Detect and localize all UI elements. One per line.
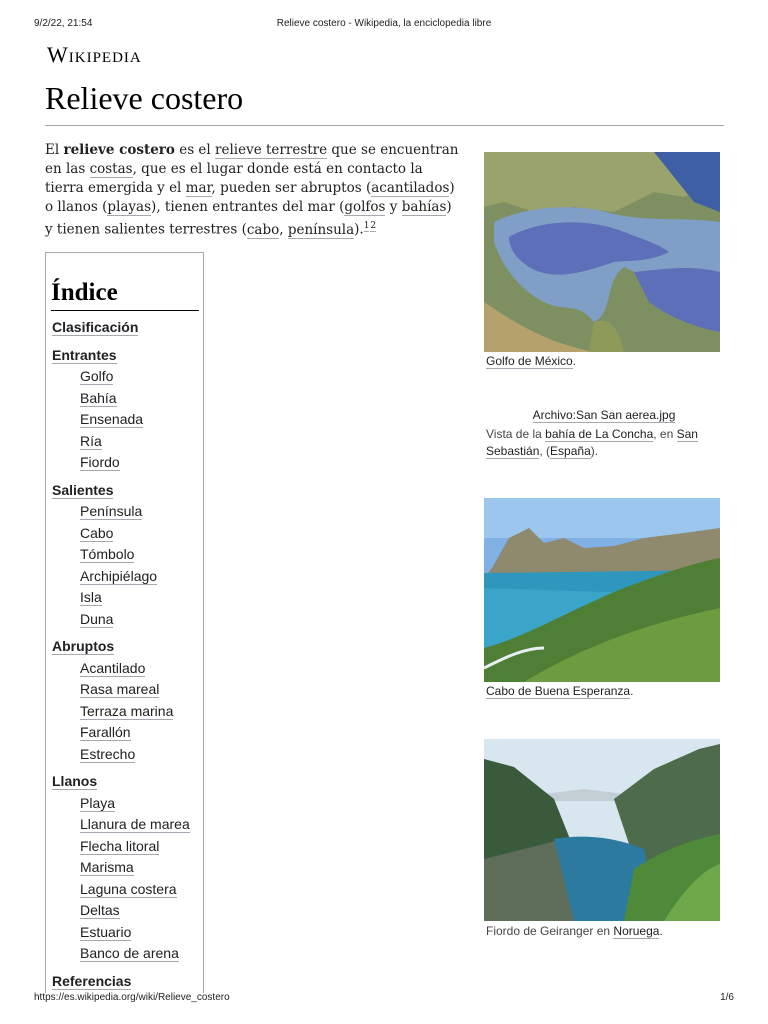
toc-link[interactable]: Isla <box>80 589 102 605</box>
print-date: 9/2/22, 21:54 <box>34 18 93 29</box>
link-archivo-san-san[interactable]: Archivo:San San aerea.jpg <box>532 408 676 422</box>
toc-subsection <box>52 922 190 944</box>
link-bahia-la-concha[interactable]: bahía de La Concha <box>545 427 654 441</box>
toc-link[interactable]: Cabo <box>80 524 114 541</box>
toc-link[interactable]: Ensenada <box>80 411 144 427</box>
reference-1[interactable]: 1 <box>363 221 370 231</box>
toc-list <box>52 317 190 992</box>
toc-link[interactable]: Flecha litoral <box>80 837 160 854</box>
toc-subsection <box>52 836 190 858</box>
link-peninsula[interactable]: península <box>287 221 355 238</box>
intro-paragraph: El relieve costero es el relieve terrestre que se encuentran en las costas, que es el lugar donde está en contacto la tierra emergida y el mar, pueden ser abruptos (acantilados) o llanos (playas), tienen entrantes del mar (golfos y bahías) y tienen salientes terrestres (cabo, península).$^{1 2}$ <box>45 142 459 238</box>
link-cabo[interactable]: cabo <box>246 221 280 238</box>
cape-of-good-hope-photo[interactable] <box>484 498 720 682</box>
toc-link[interactable]: Península <box>80 503 143 519</box>
toc-link[interactable]: Archipiélago <box>80 567 158 584</box>
toc-link[interactable]: Estrecho <box>80 745 136 762</box>
cape-caption: Cabo de Buena Esperanza. <box>486 684 634 698</box>
toc-section <box>52 480 190 502</box>
toc-link[interactable]: Abruptos <box>52 638 115 654</box>
toc-link[interactable]: Marisma <box>80 859 134 875</box>
link-costas[interactable]: costas <box>89 161 133 177</box>
toc-subsection <box>52 431 190 453</box>
link-relieve-terrestre[interactable]: relieve terrestre <box>215 142 328 158</box>
toc-subsection <box>52 793 190 815</box>
toc-link[interactable]: Ría <box>80 432 102 449</box>
article-subject: relieve costero <box>63 142 175 158</box>
toc-link[interactable]: Banco de arena <box>80 945 179 961</box>
toc-subsection <box>52 722 190 744</box>
toc-section <box>52 971 190 993</box>
link-cabo-buena-esperanza[interactable]: Cabo de Buena Esperanza <box>486 684 631 698</box>
toc-link[interactable]: Tómbolo <box>80 546 135 562</box>
link-playas[interactable]: playas <box>107 199 152 215</box>
wikipedia-logo[interactable]: Wikipedia <box>47 42 142 67</box>
link-golfos[interactable]: golfos <box>344 199 386 215</box>
print-page-number: 1/6 <box>720 992 734 1003</box>
toc-subsection <box>52 452 190 474</box>
toc-title: Índice <box>51 279 118 306</box>
toc-link[interactable]: Duna <box>80 610 114 627</box>
toc-link[interactable]: Llanos <box>52 773 98 789</box>
toc-subsection <box>52 679 190 701</box>
toc-subsection <box>52 409 190 431</box>
toc-subsection <box>52 701 190 723</box>
toc-link[interactable]: Acantilado <box>80 659 146 676</box>
toc-subsection <box>52 366 190 388</box>
toc-link[interactable]: Laguna costera <box>80 880 177 897</box>
toc-link[interactable]: Fiordo <box>80 454 120 470</box>
toc-subsection <box>52 658 190 680</box>
toc-subsection <box>52 943 190 965</box>
toc-link[interactable]: Entrantes <box>52 346 117 363</box>
link-espana[interactable]: España <box>550 444 591 458</box>
toc-link[interactable]: Rasa mareal <box>80 681 160 697</box>
geiranger-caption: Fiordo de Geiranger en Noruega. <box>486 924 663 938</box>
toc-subsection <box>52 388 190 410</box>
toc-divider <box>51 310 199 311</box>
toc-link[interactable]: Bahía <box>80 389 117 406</box>
toc-subsection <box>52 544 190 566</box>
toc-link[interactable]: Estuario <box>80 923 132 940</box>
title-divider <box>45 125 724 126</box>
toc-link[interactable]: Deltas <box>80 902 120 918</box>
toc-subsection <box>52 857 190 879</box>
link-golfo-de-mexico[interactable]: Golfo de México <box>486 354 573 368</box>
la-concha-caption: Vista de la bahía de La Concha, en San Sebastián, (España). <box>486 427 698 458</box>
link-mar[interactable]: mar <box>185 180 212 196</box>
toc-link[interactable]: Playa <box>80 794 116 811</box>
toc-subsection <box>52 523 190 545</box>
toc-link[interactable]: Clasificación <box>52 319 139 335</box>
toc-subsection <box>52 501 190 523</box>
toc-link[interactable]: Farallón <box>80 724 131 740</box>
link-bahias[interactable]: bahías <box>401 199 447 215</box>
geiranger-fjord-photo[interactable] <box>484 739 720 921</box>
missing-image-link <box>486 407 722 424</box>
gulf-of-mexico-caption: Golfo de México. <box>486 354 577 368</box>
toc-link[interactable]: Terraza marina <box>80 702 174 719</box>
reference-2[interactable]: 2 <box>370 221 377 231</box>
link-san-sebastian[interactable]: San Sebastián <box>486 427 698 458</box>
toc-subsection <box>52 879 190 901</box>
toc-section <box>52 771 190 793</box>
table-of-contents <box>45 252 204 993</box>
page-title: Relieve costero <box>45 80 244 116</box>
toc-link[interactable]: Referencias <box>52 972 132 989</box>
toc-subsection <box>52 814 190 836</box>
toc-section <box>52 636 190 658</box>
toc-subsection <box>52 587 190 609</box>
toc-link[interactable]: Golfo <box>80 368 114 384</box>
gulf-of-mexico-map-image[interactable] <box>484 152 720 352</box>
toc-subsection <box>52 609 190 631</box>
link-noruega[interactable]: Noruega <box>613 924 660 938</box>
toc-link[interactable]: Llanura de marea <box>80 816 190 832</box>
toc-link[interactable]: Salientes <box>52 481 114 498</box>
toc-section <box>52 317 190 339</box>
print-page-title: Relieve costero - Wikipedia, la enciclopedia libre <box>276 18 492 29</box>
toc-section <box>52 345 190 367</box>
link-acantilados[interactable]: acantilados <box>371 180 450 196</box>
toc-subsection <box>52 566 190 588</box>
toc-subsection <box>52 744 190 766</box>
toc-subsection <box>52 900 190 922</box>
print-url: https://es.wikipedia.org/wiki/Relieve_costero <box>34 992 230 1003</box>
